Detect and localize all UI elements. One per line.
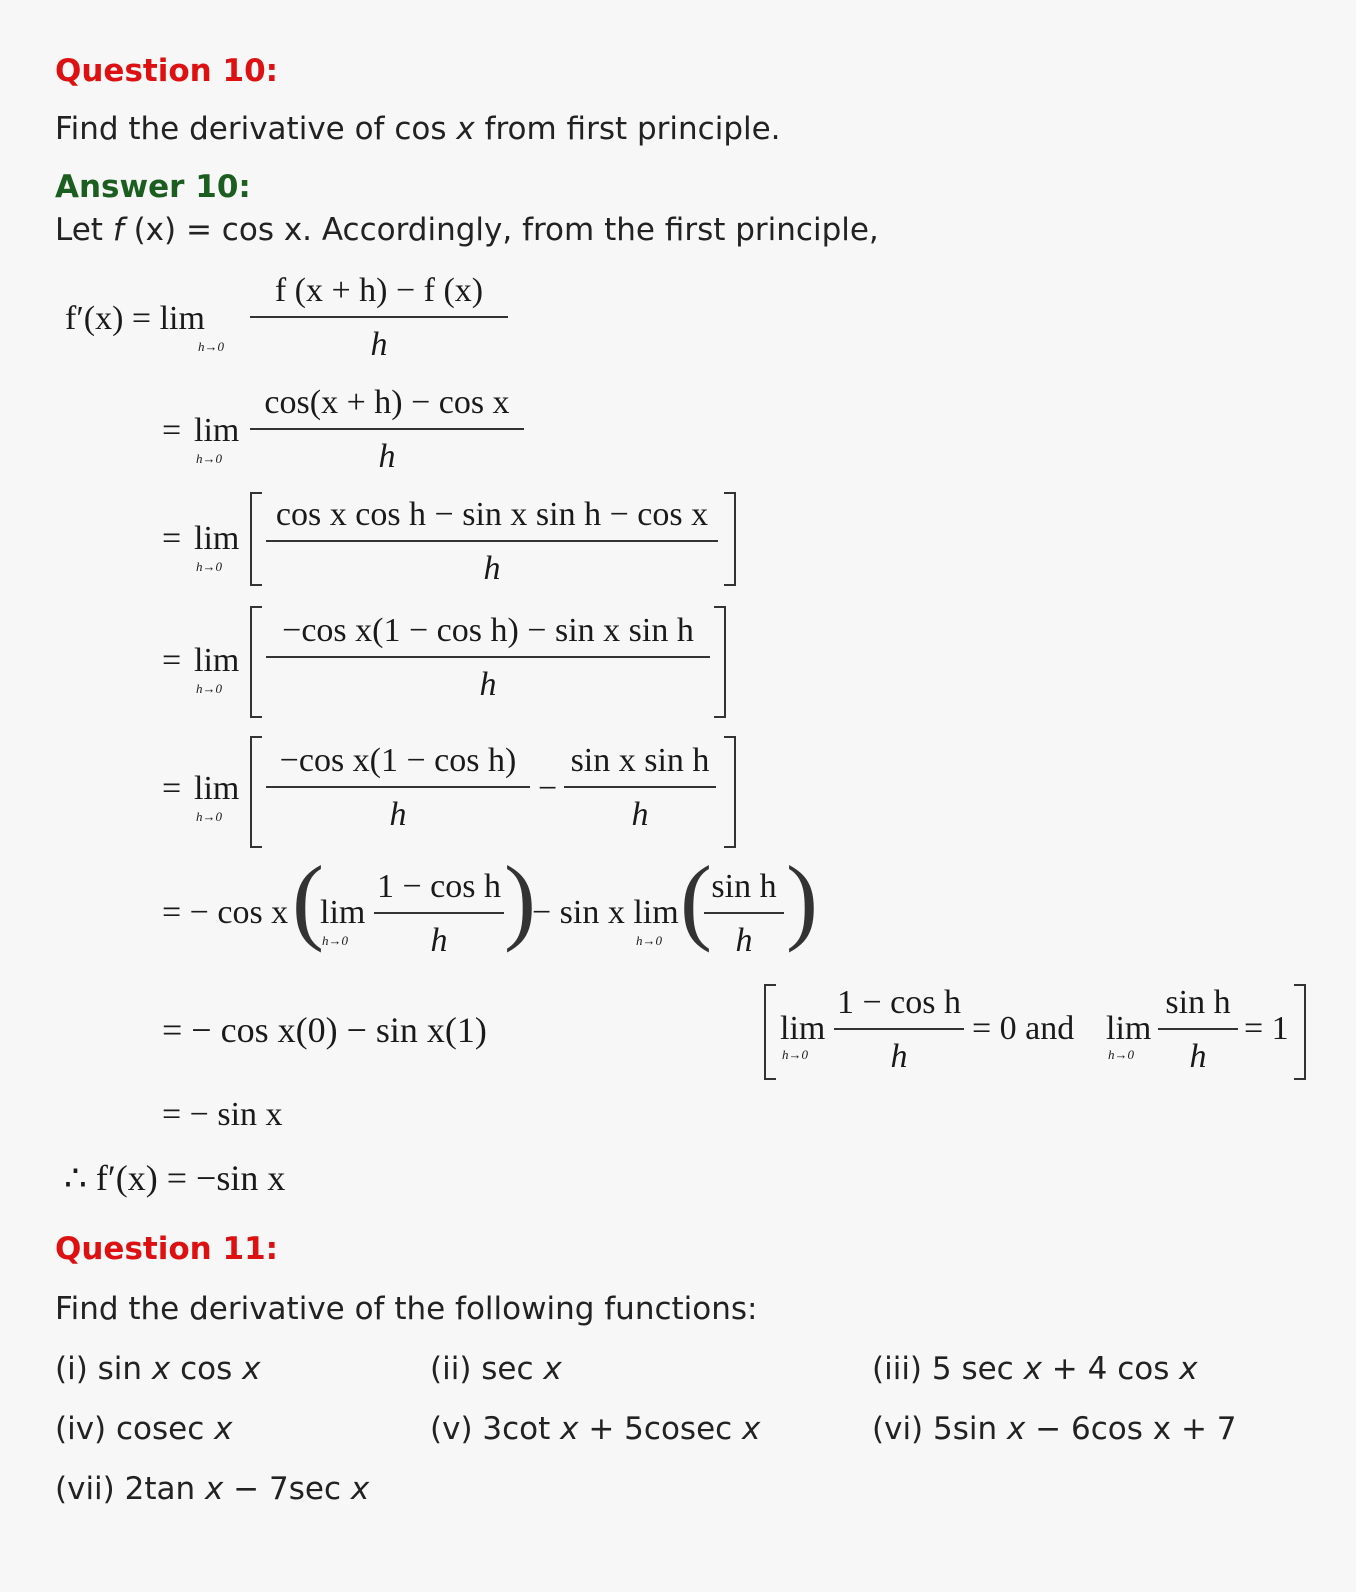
q11-item-v (430, 1411, 761, 1447)
line6-denominator-2: h (735, 922, 753, 959)
line5-numerator-2: sin x sin h (564, 744, 716, 788)
question-10-prompt (55, 111, 781, 147)
line5-denominator-1: h (389, 796, 407, 833)
line4-numerator: −cos x(1 − cos h) − sin x sin h (266, 614, 710, 658)
note-limsub-2: h→0 (1108, 1047, 1134, 1062)
line3-fraction (266, 498, 718, 586)
q11-item-vi (872, 1411, 1237, 1447)
item-label: (iii) 5 sec (872, 1351, 1024, 1387)
line5-fraction-2 (564, 744, 716, 832)
line3-limsub: h→0 (196, 559, 222, 574)
note-limsub-1: h→0 (782, 1047, 808, 1062)
line4-bracket-left (250, 606, 262, 718)
item-tail: cos (170, 1351, 243, 1387)
note-lim-2: lim (1106, 1010, 1152, 1047)
line6-mid: − sin x lim (532, 894, 679, 931)
item-label: (v) 3cot (430, 1411, 561, 1447)
line6-limsub-2: h→0 (636, 933, 662, 948)
line2-lim: lim (194, 412, 240, 449)
item-var: x (214, 1411, 233, 1447)
item-tail: + 4 cos (1041, 1351, 1180, 1387)
answer-10-intro (55, 212, 879, 248)
note-fraction-1 (834, 986, 964, 1074)
item-label: (vi) 5sin (872, 1411, 1007, 1447)
item-var: x (560, 1411, 579, 1447)
item-tail-var: x (742, 1411, 761, 1447)
question-11-prompt: Find the derivative of the following functions: (55, 1291, 758, 1327)
line7: = − cos x(0) − sin x(1) (162, 1010, 487, 1050)
line3-bracket-left (250, 492, 262, 586)
line1-numerator: f (x + h) − f (x) (250, 274, 508, 318)
line6-numerator-1: 1 − cos h (374, 870, 504, 914)
line5-numerator-1: −cos x(1 − cos h) (266, 744, 530, 788)
item-tail: + 5cosec (578, 1411, 743, 1447)
line6-fraction-2 (704, 870, 784, 958)
q11-item-iii (872, 1351, 1198, 1387)
note-denominator-1: h (890, 1038, 908, 1075)
line2-limsub: h→0 (196, 451, 222, 466)
line6-numerator-2: sin h (704, 870, 784, 914)
line3-lim: lim (194, 520, 240, 557)
item-label: (vii) 2tan (55, 1471, 205, 1507)
line3-numerator: cos x cos h − sin x sin h − cos x (266, 498, 718, 542)
q11-item-vii (55, 1471, 370, 1507)
note-bracket-left (764, 984, 776, 1080)
note-numerator-1: 1 − cos h (834, 986, 964, 1030)
line5-fraction-1 (266, 744, 530, 832)
note-lim-1: lim (780, 1010, 826, 1047)
line3-denominator: h (483, 550, 501, 587)
question-10-title: Question 10: (55, 53, 279, 89)
line4-eq: = (162, 642, 182, 679)
line5-lim: lim (194, 770, 240, 807)
item-tail-var: x (350, 1471, 370, 1507)
note-mid: = 0 and (972, 1010, 1075, 1047)
item-label: (iv) cosec (55, 1411, 215, 1447)
note-numerator-2: sin h (1158, 986, 1238, 1030)
item-tail-var: x (1179, 1351, 1198, 1387)
line2-eq: = (162, 412, 182, 449)
line6-paren-open-1: ( (292, 846, 324, 953)
line1-fraction (250, 274, 508, 362)
item-tail-var: x (242, 1351, 261, 1387)
line5-minus: − (538, 770, 558, 807)
line6-lead: = − cos x (162, 894, 289, 931)
question-11-title: Question 11: (55, 1231, 279, 1267)
line5-eq: = (162, 770, 182, 807)
line6-limsub-1: h→0 (322, 933, 348, 948)
line4-bracket-right (714, 606, 726, 718)
line2-numerator: cos(x + h) − cos x (250, 386, 524, 430)
line3-bracket-right (724, 492, 736, 586)
item-var: x (543, 1351, 562, 1387)
prompt-text-a: Find the derivative of cos (55, 111, 457, 147)
line5-denominator-2: h (631, 796, 649, 833)
item-tail: − 7sec (223, 1471, 351, 1507)
line4-limsub: h→0 (196, 681, 222, 696)
note-denominator-2: h (1189, 1038, 1207, 1075)
q11-item-i (55, 1351, 261, 1387)
line6-fraction-1 (374, 870, 504, 958)
answer-10-title: Answer 10: (55, 169, 251, 205)
line4-lim: lim (194, 642, 240, 679)
prompt-var: x (456, 111, 475, 147)
line6-paren-close-1: ) (504, 846, 536, 953)
note-end: = 1 (1244, 1010, 1289, 1047)
line6-paren-close-2: ) (786, 846, 818, 953)
line3-eq: = (162, 520, 182, 557)
line6-denominator-1: h (430, 922, 448, 959)
line1-denominator: h (370, 326, 388, 363)
line4-fraction (266, 614, 710, 702)
note-fraction-2 (1158, 986, 1238, 1074)
item-label: (i) sin (55, 1351, 152, 1387)
item-var: x (1007, 1411, 1026, 1447)
intro-f: f (112, 212, 124, 248)
item-var: x (1023, 1351, 1042, 1387)
line2-fraction (250, 386, 524, 474)
line5-bracket-left (250, 736, 262, 848)
intro-text-b: (x) = cos x. Accordingly, from the first principle, (123, 212, 879, 248)
intro-text-a: Let (55, 212, 113, 248)
line8: = − sin x (162, 1096, 283, 1133)
line9-conclusion: ∴ f′(x) = −sin x (64, 1158, 286, 1198)
line5-limsub: h→0 (196, 809, 222, 824)
line6-lim-1: lim (320, 894, 366, 931)
line4-denominator: h (479, 666, 497, 703)
item-var: x (205, 1471, 224, 1507)
prompt-text-b: from first principle. (474, 111, 781, 147)
q11-item-iv (55, 1411, 233, 1447)
item-label: (ii) sec (430, 1351, 544, 1387)
item-tail: − 6cos (1025, 1411, 1153, 1447)
q11-item-ii (430, 1351, 562, 1387)
line5-bracket-right (724, 736, 736, 848)
line1-limsub: h→0 (198, 339, 224, 354)
note-bracket-right (1294, 984, 1306, 1080)
item-tail-var: x + 7 (1152, 1411, 1237, 1447)
item-var: x (151, 1351, 171, 1387)
line6-paren-open-2: ( (680, 846, 712, 953)
line2-denominator: h (378, 438, 396, 475)
line1-lhs: f′(x) = lim (65, 300, 205, 337)
